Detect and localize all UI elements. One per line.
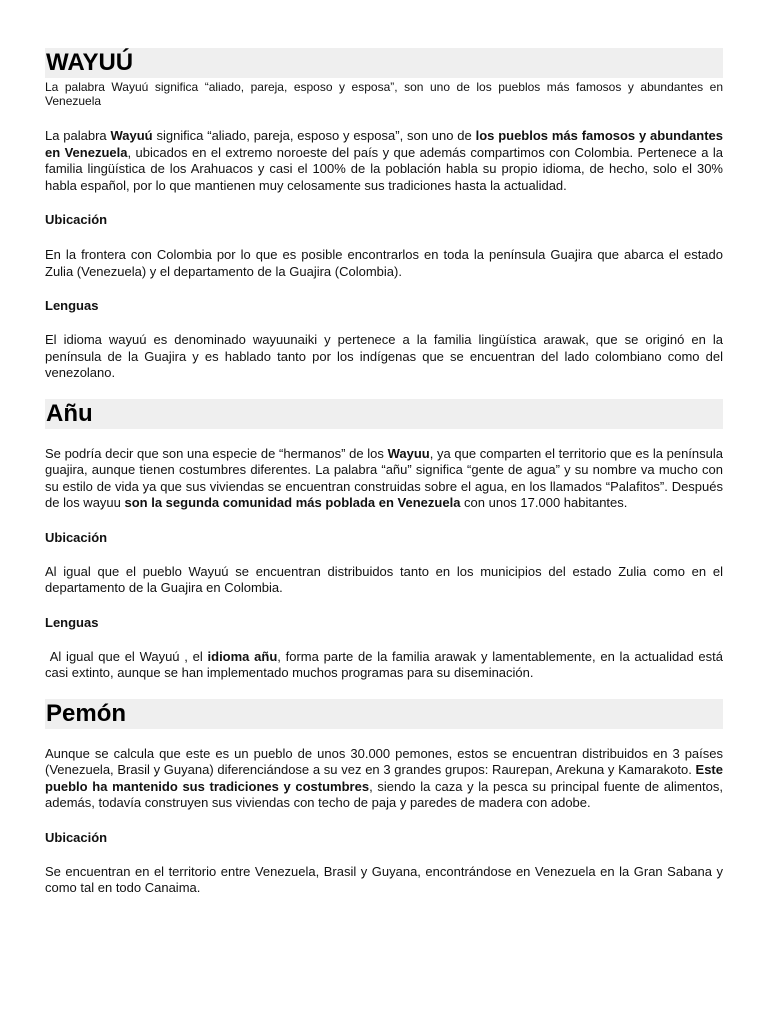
paragraph-ubicacion-anu: Al igual que el pueblo Wayuú se encuentran distribuidos tanto en los municipios del estado Zulia como en el departamento de la Guajira en Colombia. — [45, 563, 723, 595]
bold-wayuu-anu: Wayuu — [387, 445, 430, 461]
bold-wayuu: Wayuú — [110, 128, 153, 143]
paragraph-ubicacion-wayuu: En la frontera con Colombia por lo que es posible encontrarlos en toda la península Guajira que abarca el estado Zulia (Venezuela) y el departamento de la Guajira (Colombia). — [45, 247, 723, 279]
paragraph-pemon-intro: Aunque se calcula que este es un pueblo de unos 30.000 pemones, estos se encuentran distribuidos en 3 países (Venezuela, Brasil y Guyana) diferenciándose a su vez en 3 grandes grupos: Raurepan, Arekuna y Kamarakoto. Este pueblo ha mantenido sus tradiciones y costumbres, siendo la caza y la pesca su principal fuente de alimentos, además, todavía construyen sus viviendas con techo de paja y paredes de madera con adobe. — [45, 745, 723, 810]
label-ubicacion-pemon: Ubicación — [45, 829, 108, 845]
paragraph-wayuu-intro: La palabra Wayuú significa “aliado, pareja, esposo y esposa”, son uno de los pueblos más famosos y abundantes en Venezuela, ubicados en el extremo noroeste del país y que además compartimos con Colombia. Pertenece a la familia lingüística de los Arahuacos y casi el 100% de la población habla su propio idioma, de hecho, solo el 30% habla español, por lo que mantienen muy celosamente sus tradiciones hasta la actualidad. — [45, 128, 723, 193]
paragraph-anu-intro: Se podría decir que son una especie de “hermanos” de los Wayuu, ya que comparten el territorio que es la península guajira, aunque tienen costumbres diferentes. La palabra “añu” significa “gente de agua” y su nombre va mucho con su estilo de vida ya que sus viviendas se encuentran construidas sobre el agua, en los llamados “Palafitos”. Después de los wayuu son la segunda comunidad más poblada en Venezuela con unos 17.000 habitantes. — [45, 445, 724, 510]
paragraph-ubicacion-pemon: Se encuentran en el territorio entre Venezuela, Brasil y Guyana, encontrándose en Venezuela en la Gran Sabana y como tal en todo Canaima. — [45, 863, 723, 895]
heading-pemon: Pemón — [45, 699, 723, 729]
label-lenguas-wayuu: Lenguas — [45, 298, 99, 313]
label-ubicacion-anu: Ubicación — [45, 529, 108, 545]
paragraph-lenguas-anu: Al igual que el Wayuú , el idioma añu, forma parte de la familia arawak y lamentablemente, en la actualidad está casi extinto, aunque se han implementado muchos programas para su diseminación. — [45, 648, 727, 680]
paragraph-lenguas-wayuu: El idioma wayuú es denominado wayuunaiki y pertenece a la familia lingüística arawak, que se originó en la península de la Guajira y es hablado tanto por los indígenas que se encuentran del lado colombiano como del venezolano. — [45, 332, 723, 380]
subtitle-wayuu: La palabra Wayuú significa “aliado, pareja, esposo y esposa”, son uno de los pueblos más famosos y abundantes en Venezuela — [45, 80, 723, 108]
heading-anu: Añu — [45, 399, 723, 429]
label-lenguas-anu: Lenguas — [45, 614, 99, 630]
bold-segunda-comunidad: son la segunda comunidad más poblada en Venezuela — [124, 495, 461, 510]
bold-tradiciones: Este pueblo ha mantenido sus tradiciones y costumbres — [45, 762, 723, 794]
bold-idioma-anu: idioma añu — [207, 648, 278, 664]
document-page — [45, 48, 727, 897]
bold-pueblos-famosos: los pueblos más famosos y abundantes en Venezuela — [45, 128, 723, 160]
label-ubicacion-wayuu: Ubicación — [45, 212, 108, 227]
heading-wayuu: WAYUÚ — [45, 48, 723, 78]
